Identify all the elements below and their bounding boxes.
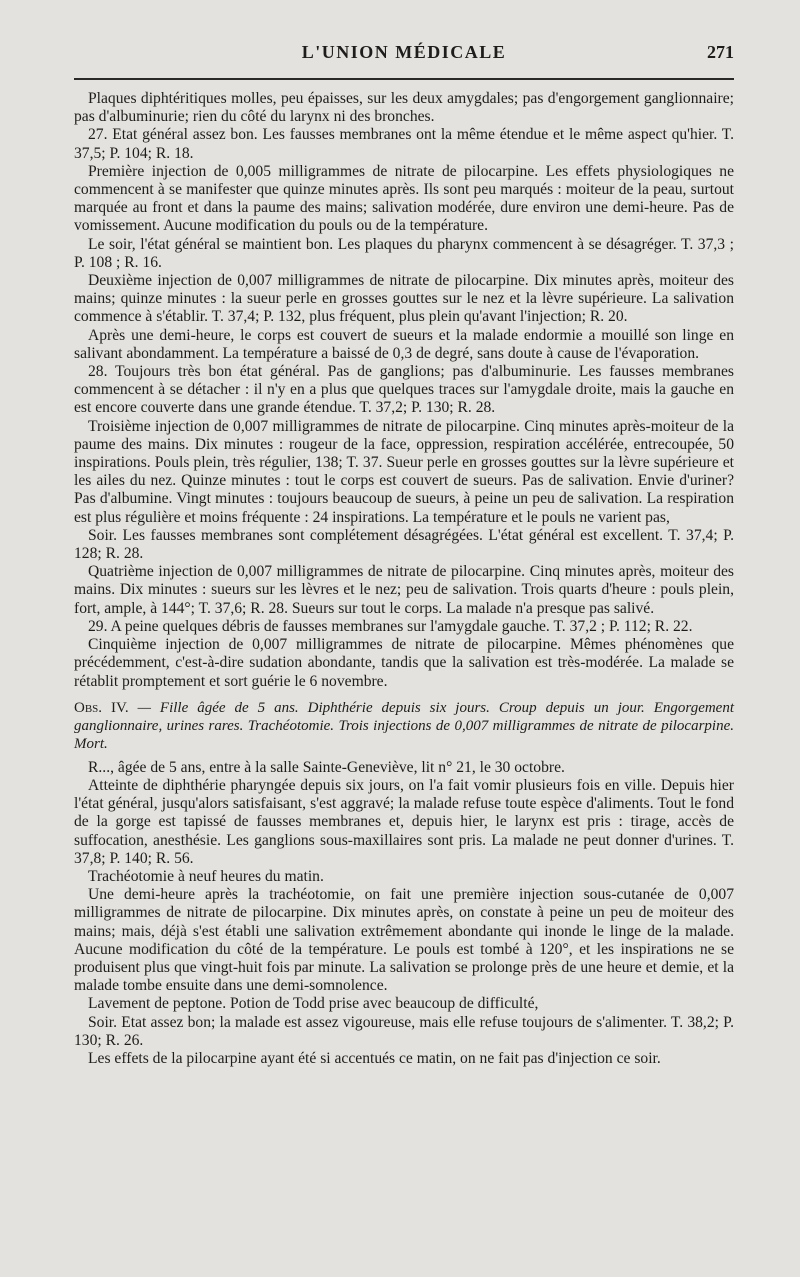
page-number: 271 — [707, 42, 734, 62]
paragraph: Les effets de la pilocarpine ayant été si accentués ce matin, on ne fait pas d'injection ce soir. — [88, 1049, 661, 1067]
paragraph: Après une demi-heure, le corps est couvert de sueurs et la malade endormie a mouillé son linge en salivant abondamment. La température a baissé de 0,3 de degré, sans doute à cause de l'évaporation. — [74, 326, 734, 362]
running-title: L'UNION MÉDICALE — [301, 42, 507, 62]
paragraph: 28. Toujours très bon état général. Pas de ganglions; pas d'albuminurie. Les fausses membranes commencent à se détacher : il n'y en a plus que quelques traces sur l'amygdale droite, mais la gauche en est encore couverte dans une grande étendue. T. 37,2; P. 130; R. 28. — [74, 363, 734, 417]
body-text — [74, 90, 734, 1068]
paragraph: Le soir, l'état général se maintient bon. Les plaques du pharynx commencent à se désagréger. T. 37,3 ; P. 108 ; R. 16. — [74, 235, 734, 271]
paragraph: Deuxième injection de 0,007 milligrammes de nitrate de pilocarpine. Dix minutes après, moiteur des mains; quinze minutes : la sueur perle en grosses gouttes sur le nez et la lèvre supérieure. La salivation commence à s'établir. T. 37,4; P. 132, plus fréquent, plus plein qu'avant l'injection; R. 20. — [74, 272, 734, 326]
paragraph: Trachéotomie à neuf heures du matin. — [88, 867, 324, 885]
paragraph: Soir. Les fausses membranes sont complétement désagrégées. L'état général est excellent. T. 37,4; P. 128; R. 28. — [74, 526, 734, 563]
paragraph: R..., âgée de 5 ans, entre à la salle Sainte-Geneviève, lit n° 21, le 30 octobre. — [88, 758, 565, 776]
paragraph: Lavement de peptone. Potion de Todd prise avec beaucoup de difficulté, — [88, 995, 539, 1013]
paragraph: Une demi-heure après la trachéotomie, on fait une première injection sous-cutanée de 0,007 milligrammes de nitrate de pilocarpine. Dix minutes après, on constate à peine un peu de moiteur des mains; mais, déjà s'est établi une salivation extrêmement abondante qui inonde le linge de la malade. Aucune modification du côté de la température. Le pouls est tombé à 120°, et les inspirations ne se produisent plus que vingt-huit fois par minute. La salivation se prolonge près de une heure et demie, et la malade tombe ensuite dans une demi-somnolence. — [74, 886, 734, 995]
paragraph: Troisième injection de 0,007 milligrammes de nitrate de pilocarpine. Cinq minutes après-moiteur de la paume des mains. Dix minutes : rougeur de la face, oppression, respiration accélérée, entrecoupée, 50 inspirations. Pouls plein, très régulier, 138; T. 37. Sueur perle en grosses gouttes sur la lèvre supérieure et les ailes du nez. Quinze minutes : tout le corps est couvert de sueurs. Pas de salivation. Envie d'uriner? Pas d'albumine. Vingt minutes : toujours beaucoup de sueurs, à peine un peu de salivation. La respiration est plus régulière et moins fréquente : 24 inspirations. La température et le pouls ne varient pas, — [74, 417, 734, 526]
paragraph: Atteinte de diphthérie pharyngée depuis six jours, on l'a fait vomir plusieurs fois en ville. Depuis hier l'état général, jusqu'alors satisfaisant, s'est aggravé; la malade refuse toute espèce d'aliments. Tout le fond de la gorge est tapissé de fausses membranes et, depuis hier, le larynx est pris : tirage, accès de suffocation, anesthésie. Les ganglions sous-maxillaires sont pris. La malade ne peut donner d'urines. T. 37,8; P. 140; R. 56. — [74, 776, 734, 867]
observation-label: Obs. IV. — [74, 699, 129, 716]
paragraph: Soir. Etat assez bon; la malade est assez vigoureuse, mais elle refuse toujours de s'alimenter. T. 38,2; P. 130; R. 26. — [74, 1013, 734, 1049]
running-head — [74, 38, 734, 78]
paragraph: 27. Etat général assez bon. Les fausses membranes ont la même étendue et le même aspect qu'hier. T. 37,5; P. 104; R. 18. — [74, 126, 734, 162]
paragraph: Quatrième injection de 0,007 milligrammes de nitrate de pilocarpine. Cinq minutes après, moiteur des mains. Dix minutes : sueurs sur les lèvres et le nez; peu de salivation. Trois quarts d'heure : pouls plein, fort, ample, à 144°; T. 37,6; R. 28. Sueurs sur tout le corps. La malade n'a presque pas salivé. — [74, 563, 734, 617]
paragraph: Première injection de 0,005 milligrammes de nitrate de pilocarpine. Les effets physiologiques ne commencent à se manifester que quinze minutes après. Ils sont peu marqués : moiteur de la peau, surtout marquée au front et dans la paume des mains; salivation modérée, dure environ une demi-heure. Pas de vomissement. Aucune modification du pouls ou de la température. — [74, 162, 734, 235]
observation-heading — [74, 699, 734, 753]
paragraph: Cinquième injection de 0,007 milligrammes de nitrate de pilocarpine. Mêmes phénomènes que précédemment, c'est-à-dire sudation abondante, tandis que la salivation est très-modérée. La malade se rétablit promptement et sort guérie le 6 novembre. — [74, 636, 734, 690]
paragraph: 29. A peine quelques débris de fausses membranes sur l'amygdale gauche. T. 37,2 ; P. 112; R. 22. — [88, 617, 693, 635]
paragraph: Plaques diphtéritiques molles, peu épaisses, sur les deux amygdales; pas d'engorgement ganglionnaire; pas d'albuminurie; rien du côté du larynx ni des bronches. — [74, 90, 734, 126]
header-rule — [74, 78, 734, 80]
observation-title: — Fille âgée de 5 ans. Diphthérie depuis six jours. Croup depuis un jour. Engorgement ganglionnaire, urines rares. Trachéotomie. Trois injections de 0,007 milligrammes de nitrate de pilocarpine. Mort. — [74, 699, 735, 752]
